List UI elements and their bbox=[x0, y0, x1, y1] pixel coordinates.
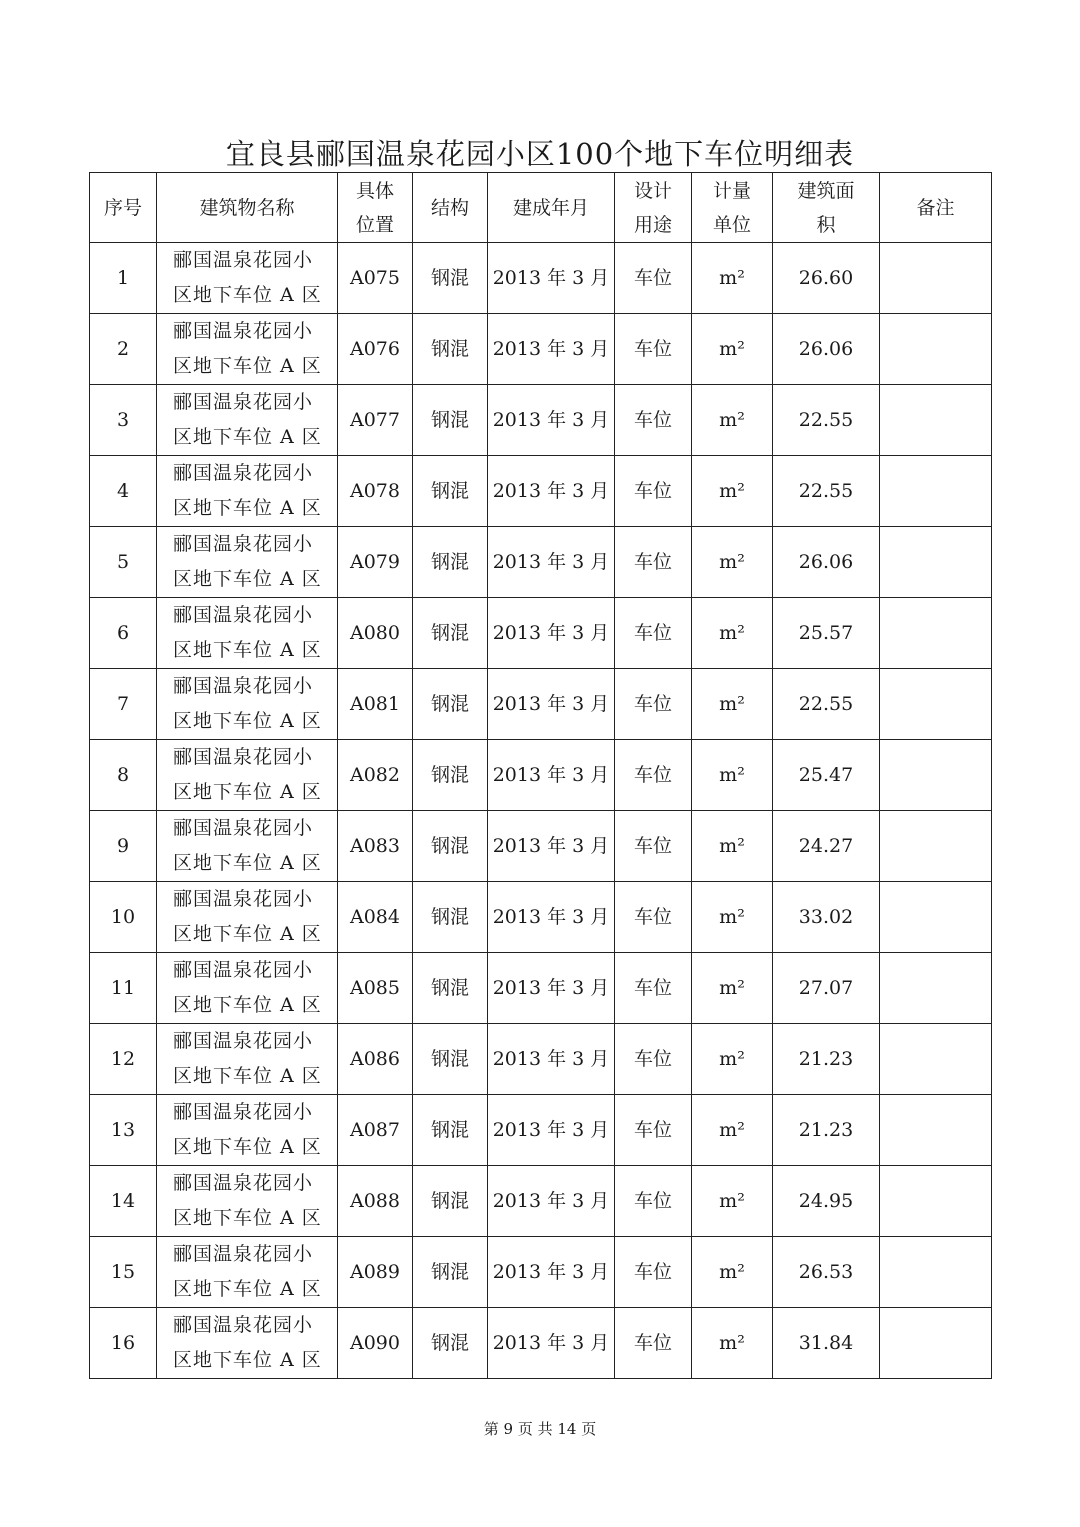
cell-name-line1: 郦国温泉花园小 bbox=[173, 604, 314, 626]
header-location-line1: 具体 bbox=[355, 179, 394, 202]
cell-name-line2: 区地下车位 A 区 bbox=[173, 497, 322, 519]
cell-built: 2013 年 3 月 bbox=[488, 1024, 615, 1095]
cell-area: 33.02 bbox=[773, 882, 880, 953]
cell-built: 2013 年 3 月 bbox=[488, 1095, 615, 1166]
cell-unit: m² bbox=[692, 314, 773, 385]
table-header-row bbox=[90, 173, 992, 243]
cell-usage: 车位 bbox=[615, 385, 692, 456]
cell-usage: 车位 bbox=[615, 740, 692, 811]
cell-name-line2: 区地下车位 A 区 bbox=[173, 1136, 322, 1158]
cell-structure: 钢混 bbox=[413, 1166, 488, 1237]
cell-name bbox=[157, 740, 338, 811]
cell-name-line2: 区地下车位 A 区 bbox=[173, 781, 322, 803]
cell-name-line2: 区地下车位 A 区 bbox=[173, 355, 322, 377]
cell-location: A078 bbox=[338, 456, 413, 527]
table-row bbox=[90, 527, 992, 598]
cell-remark bbox=[880, 1095, 992, 1166]
cell-index: 4 bbox=[90, 456, 157, 527]
cell-usage: 车位 bbox=[615, 1237, 692, 1308]
cell-name-line2: 区地下车位 A 区 bbox=[173, 923, 322, 945]
cell-name-line1: 郦国温泉花园小 bbox=[173, 1101, 314, 1123]
cell-structure: 钢混 bbox=[413, 1308, 488, 1379]
table-row bbox=[90, 953, 992, 1024]
cell-remark bbox=[880, 243, 992, 314]
cell-unit: m² bbox=[692, 1095, 773, 1166]
cell-index: 14 bbox=[90, 1166, 157, 1237]
cell-area: 24.27 bbox=[773, 811, 880, 882]
cell-name bbox=[157, 1308, 338, 1379]
cell-usage: 车位 bbox=[615, 1024, 692, 1095]
table-row bbox=[90, 1095, 992, 1166]
cell-built: 2013 年 3 月 bbox=[488, 953, 615, 1024]
cell-name-line1: 郦国温泉花园小 bbox=[173, 533, 314, 555]
cell-area: 22.55 bbox=[773, 385, 880, 456]
cell-area: 25.47 bbox=[773, 740, 880, 811]
table-header bbox=[90, 173, 992, 243]
cell-area: 26.06 bbox=[773, 527, 880, 598]
cell-unit: m² bbox=[692, 385, 773, 456]
cell-name bbox=[157, 811, 338, 882]
cell-usage: 车位 bbox=[615, 243, 692, 314]
cell-built: 2013 年 3 月 bbox=[488, 243, 615, 314]
table-row bbox=[90, 669, 992, 740]
cell-remark bbox=[880, 598, 992, 669]
cell-index: 11 bbox=[90, 953, 157, 1024]
cell-area: 31.84 bbox=[773, 1308, 880, 1379]
table-row bbox=[90, 740, 992, 811]
cell-location: A081 bbox=[338, 669, 413, 740]
cell-location: A080 bbox=[338, 598, 413, 669]
cell-usage: 车位 bbox=[615, 456, 692, 527]
header-unit-line2: 单位 bbox=[712, 213, 751, 236]
cell-area: 22.55 bbox=[773, 669, 880, 740]
header-usage-line2: 用途 bbox=[633, 213, 672, 236]
cell-structure: 钢混 bbox=[413, 953, 488, 1024]
cell-index: 13 bbox=[90, 1095, 157, 1166]
cell-index: 2 bbox=[90, 314, 157, 385]
cell-location: A077 bbox=[338, 385, 413, 456]
cell-name-line1: 郦国温泉花园小 bbox=[173, 959, 314, 981]
cell-name-line1: 郦国温泉花园小 bbox=[173, 391, 314, 413]
cell-structure: 钢混 bbox=[413, 243, 488, 314]
table-row bbox=[90, 1024, 992, 1095]
header-location bbox=[338, 173, 413, 243]
cell-remark bbox=[880, 740, 992, 811]
cell-usage: 车位 bbox=[615, 811, 692, 882]
cell-unit: m² bbox=[692, 598, 773, 669]
cell-name-line2: 区地下车位 A 区 bbox=[173, 1278, 322, 1300]
cell-structure: 钢混 bbox=[413, 598, 488, 669]
cell-usage: 车位 bbox=[615, 1095, 692, 1166]
cell-unit: m² bbox=[692, 527, 773, 598]
cell-location: A087 bbox=[338, 1095, 413, 1166]
cell-location: A090 bbox=[338, 1308, 413, 1379]
table-row bbox=[90, 598, 992, 669]
cell-name bbox=[157, 1166, 338, 1237]
cell-name-line2: 区地下车位 A 区 bbox=[173, 852, 322, 874]
cell-name-line1: 郦国温泉花园小 bbox=[173, 1030, 314, 1052]
cell-area: 26.06 bbox=[773, 314, 880, 385]
cell-unit: m² bbox=[692, 953, 773, 1024]
cell-area: 24.95 bbox=[773, 1166, 880, 1237]
header-unit-line1: 计量 bbox=[712, 179, 751, 202]
page-title: 宜良县郦国温泉花园小区100个地下车位明细表 bbox=[225, 137, 855, 171]
cell-remark bbox=[880, 527, 992, 598]
cell-area: 22.55 bbox=[773, 456, 880, 527]
cell-location: A084 bbox=[338, 882, 413, 953]
cell-area: 27.07 bbox=[773, 953, 880, 1024]
cell-built: 2013 年 3 月 bbox=[488, 882, 615, 953]
cell-structure: 钢混 bbox=[413, 314, 488, 385]
cell-unit: m² bbox=[692, 811, 773, 882]
cell-name-line2: 区地下车位 A 区 bbox=[173, 994, 322, 1016]
header-built: 建成年月 bbox=[488, 173, 615, 243]
cell-name bbox=[157, 456, 338, 527]
table-row bbox=[90, 1237, 992, 1308]
cell-usage: 车位 bbox=[615, 669, 692, 740]
cell-structure: 钢混 bbox=[413, 1095, 488, 1166]
cell-name bbox=[157, 385, 338, 456]
page-footer: 第 9 页 共 14 页 bbox=[483, 1420, 597, 1438]
cell-remark bbox=[880, 1308, 992, 1379]
cell-location: A086 bbox=[338, 1024, 413, 1095]
cell-location: A076 bbox=[338, 314, 413, 385]
cell-name bbox=[157, 1024, 338, 1095]
cell-area: 26.60 bbox=[773, 243, 880, 314]
cell-name-line2: 区地下车位 A 区 bbox=[173, 1207, 322, 1229]
cell-name-line2: 区地下车位 A 区 bbox=[173, 639, 322, 661]
table-body bbox=[90, 243, 992, 1379]
cell-name bbox=[157, 527, 338, 598]
cell-index: 6 bbox=[90, 598, 157, 669]
header-location-line2: 位置 bbox=[355, 213, 394, 236]
cell-name-line1: 郦国温泉花园小 bbox=[173, 675, 314, 697]
cell-structure: 钢混 bbox=[413, 669, 488, 740]
cell-remark bbox=[880, 1237, 992, 1308]
header-usage-line1: 设计 bbox=[633, 179, 672, 202]
cell-unit: m² bbox=[692, 1166, 773, 1237]
cell-location: A079 bbox=[338, 527, 413, 598]
cell-name-line1: 郦国温泉花园小 bbox=[173, 746, 314, 768]
cell-index: 16 bbox=[90, 1308, 157, 1379]
cell-index: 1 bbox=[90, 243, 157, 314]
cell-usage: 车位 bbox=[615, 1166, 692, 1237]
cell-usage: 车位 bbox=[615, 314, 692, 385]
cell-name bbox=[157, 598, 338, 669]
cell-name-line2: 区地下车位 A 区 bbox=[173, 1349, 322, 1371]
cell-built: 2013 年 3 月 bbox=[488, 1237, 615, 1308]
cell-usage: 车位 bbox=[615, 598, 692, 669]
cell-unit: m² bbox=[692, 669, 773, 740]
cell-name-line1: 郦国温泉花园小 bbox=[173, 320, 314, 342]
cell-name-line1: 郦国温泉花园小 bbox=[173, 1314, 314, 1336]
cell-built: 2013 年 3 月 bbox=[488, 1166, 615, 1237]
header-structure: 结构 bbox=[413, 173, 488, 243]
cell-index: 5 bbox=[90, 527, 157, 598]
cell-unit: m² bbox=[692, 882, 773, 953]
cell-structure: 钢混 bbox=[413, 740, 488, 811]
cell-location: A083 bbox=[338, 811, 413, 882]
cell-name bbox=[157, 669, 338, 740]
table-row bbox=[90, 1308, 992, 1379]
cell-unit: m² bbox=[692, 740, 773, 811]
cell-location: A085 bbox=[338, 953, 413, 1024]
cell-name bbox=[157, 243, 338, 314]
cell-unit: m² bbox=[692, 1308, 773, 1379]
cell-remark bbox=[880, 811, 992, 882]
cell-name-line2: 区地下车位 A 区 bbox=[173, 710, 322, 732]
cell-remark bbox=[880, 882, 992, 953]
cell-built: 2013 年 3 月 bbox=[488, 527, 615, 598]
cell-remark bbox=[880, 385, 992, 456]
cell-unit: m² bbox=[692, 1237, 773, 1308]
cell-name bbox=[157, 1237, 338, 1308]
cell-built: 2013 年 3 月 bbox=[488, 811, 615, 882]
cell-location: A089 bbox=[338, 1237, 413, 1308]
cell-remark bbox=[880, 953, 992, 1024]
cell-index: 3 bbox=[90, 385, 157, 456]
header-unit bbox=[692, 173, 773, 243]
cell-name bbox=[157, 1095, 338, 1166]
cell-name-line2: 区地下车位 A 区 bbox=[173, 568, 322, 590]
cell-usage: 车位 bbox=[615, 1308, 692, 1379]
cell-built: 2013 年 3 月 bbox=[488, 456, 615, 527]
cell-area: 25.57 bbox=[773, 598, 880, 669]
table-row bbox=[90, 385, 992, 456]
cell-structure: 钢混 bbox=[413, 385, 488, 456]
cell-name-line1: 郦国温泉花园小 bbox=[173, 462, 314, 484]
cell-structure: 钢混 bbox=[413, 1024, 488, 1095]
header-area-line1: 建筑面 bbox=[797, 179, 855, 202]
table-row bbox=[90, 811, 992, 882]
cell-area: 21.23 bbox=[773, 1095, 880, 1166]
cell-remark bbox=[880, 669, 992, 740]
cell-built: 2013 年 3 月 bbox=[488, 740, 615, 811]
table-row bbox=[90, 243, 992, 314]
table-row bbox=[90, 882, 992, 953]
cell-remark bbox=[880, 456, 992, 527]
cell-name-line1: 郦国温泉花园小 bbox=[173, 888, 314, 910]
cell-area: 26.53 bbox=[773, 1237, 880, 1308]
cell-name bbox=[157, 953, 338, 1024]
cell-structure: 钢混 bbox=[413, 882, 488, 953]
cell-name-line1: 郦国温泉花园小 bbox=[173, 817, 314, 839]
cell-built: 2013 年 3 月 bbox=[488, 385, 615, 456]
cell-location: A075 bbox=[338, 243, 413, 314]
cell-name-line2: 区地下车位 A 区 bbox=[173, 426, 322, 448]
cell-usage: 车位 bbox=[615, 527, 692, 598]
parking-detail-table bbox=[89, 172, 992, 1379]
cell-structure: 钢混 bbox=[413, 811, 488, 882]
header-usage bbox=[615, 173, 692, 243]
cell-structure: 钢混 bbox=[413, 527, 488, 598]
cell-area: 21.23 bbox=[773, 1024, 880, 1095]
cell-built: 2013 年 3 月 bbox=[488, 598, 615, 669]
cell-index: 12 bbox=[90, 1024, 157, 1095]
cell-index: 9 bbox=[90, 811, 157, 882]
header-remark: 备注 bbox=[880, 173, 992, 243]
cell-name-line1: 郦国温泉花园小 bbox=[173, 249, 314, 271]
cell-name bbox=[157, 882, 338, 953]
cell-remark bbox=[880, 1166, 992, 1237]
cell-name bbox=[157, 314, 338, 385]
cell-unit: m² bbox=[692, 243, 773, 314]
cell-unit: m² bbox=[692, 456, 773, 527]
cell-index: 8 bbox=[90, 740, 157, 811]
cell-remark bbox=[880, 1024, 992, 1095]
cell-usage: 车位 bbox=[615, 953, 692, 1024]
cell-index: 7 bbox=[90, 669, 157, 740]
table-row bbox=[90, 314, 992, 385]
cell-name-line1: 郦国温泉花园小 bbox=[173, 1243, 314, 1265]
cell-unit: m² bbox=[692, 1024, 773, 1095]
cell-structure: 钢混 bbox=[413, 1237, 488, 1308]
header-area bbox=[773, 173, 880, 243]
cell-remark bbox=[880, 314, 992, 385]
cell-built: 2013 年 3 月 bbox=[488, 314, 615, 385]
cell-built: 2013 年 3 月 bbox=[488, 669, 615, 740]
cell-location: A088 bbox=[338, 1166, 413, 1237]
cell-built: 2013 年 3 月 bbox=[488, 1308, 615, 1379]
cell-index: 15 bbox=[90, 1237, 157, 1308]
cell-index: 10 bbox=[90, 882, 157, 953]
cell-name-line2: 区地下车位 A 区 bbox=[173, 1065, 322, 1087]
cell-structure: 钢混 bbox=[413, 456, 488, 527]
cell-name-line2: 区地下车位 A 区 bbox=[173, 284, 322, 306]
header-index: 序号 bbox=[90, 173, 157, 243]
header-area-line2: 积 bbox=[816, 213, 836, 236]
header-name: 建筑物名称 bbox=[157, 173, 338, 243]
cell-usage: 车位 bbox=[615, 882, 692, 953]
cell-name-line1: 郦国温泉花园小 bbox=[173, 1172, 314, 1194]
cell-location: A082 bbox=[338, 740, 413, 811]
table-row bbox=[90, 1166, 992, 1237]
table-row bbox=[90, 456, 992, 527]
